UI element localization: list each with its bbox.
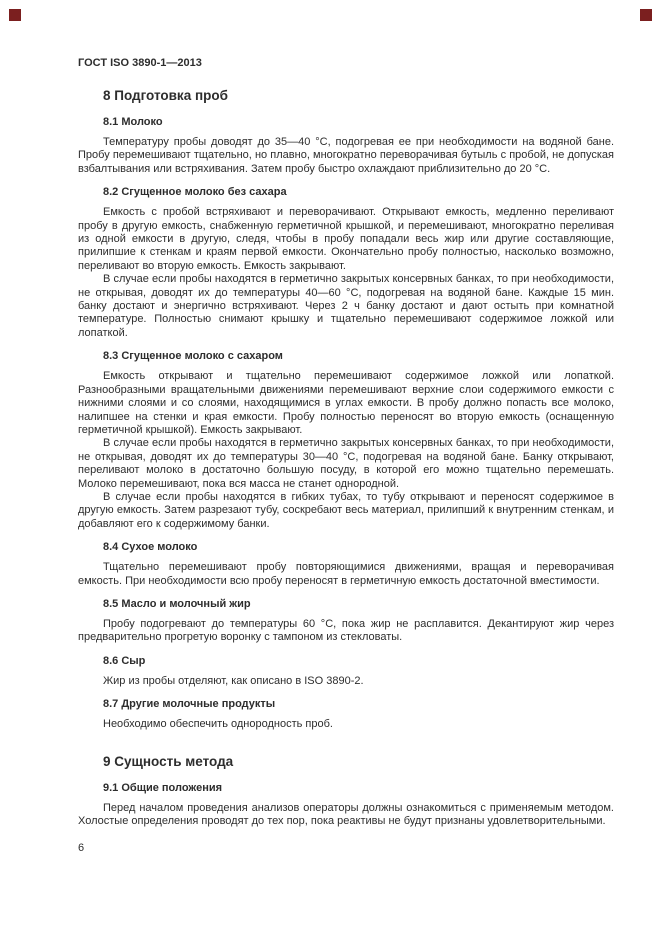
section-9: [78, 754, 614, 829]
subsection-8-7-title: 8.7 Другие молочные продукты: [103, 698, 276, 711]
paragraph: Пробу подогревают до температуры 60 °C, пока жир не расплавится. Декантируют жир через предварительно прогретую воронку с тампоном из стекловаты.: [78, 617, 614, 644]
subsection-8-3-title: 8.3 Сгущенное молоко с сахаром: [103, 350, 283, 363]
paragraph: Тщательно перемешивают пробу повторяющимися движениями, вращая и переворачивая емкость. При необходимости всю пробу переносят в герметичную емкость достаточной вместимости.: [78, 561, 614, 587]
subsection-8-4-title: 8.4 Сухое молоко: [103, 541, 198, 554]
paragraph: Перед началом проведения анализов операторы должны ознакомиться с применяемым методом. Холостые определения проводят до тех пор, пока реактивы не будут признаны удовлетворительными.: [78, 801, 614, 827]
paragraph: В случае если пробы находятся в герметично закрытых консервных банках, то при необходимости, не открывая, доводят их до температуры 30—40 °C, подогревая на водяной бане. Банку открывают, переливают молоко в достаточно большую посуду, в которой его можно тщательно перемешать. Молоко перемешивают, пока вся масса не станет однородной.: [78, 437, 614, 490]
paragraph: В случае если пробы находятся в герметично закрытых консервных банках, то при необходимости, не открывая, доводят их до температуры 40—60 °C, подогревая на водяной бане. Каждые 15 мин. банку достают и энергично встряхивают. Через 2 ч банку достают и дают остыть при комнатной температуре. Полностью снимают крышку и тщательно перемешивают содержимое ложкой или лопаткой.: [78, 273, 614, 339]
subsection-8-6-title: 8.6 Сыр: [103, 654, 146, 667]
subsection-8-5-title: 8.5 Масло и молочный жир: [103, 597, 251, 610]
paragraph: Жир из пробы отделяют, как описано в ISO 3890-2.: [103, 674, 364, 687]
paragraph: Емкость открывают и тщательно перемешивают содержимое ложкой или лопаткой. Разнообразными вращательными движениями перемешивают верхние слои содержимого емкости с нижними слоями и со слоями, находящимися в углах емкости. В пробу должно попасть все молоко, налипшее на стенки и края емкости. Пробу полностью переносят во вторую емкость (оснащенную герметичной крышкой). Емкость закрывают.: [78, 370, 614, 436]
paragraph: Необходимо обеспечить однородность проб.: [103, 718, 333, 731]
subsection-8-1-title: 8.1 Молоко: [103, 116, 163, 128]
page-content: [78, 57, 614, 828]
document-header: ГОСТ ISO 3890-1—2013: [78, 57, 202, 69]
corner-watermark-right: [640, 9, 652, 21]
paragraph: В случае если пробы находятся в гибких тубах, то тубу открывают и переносят содержимое в другую емкость. Затем разрезают тубу, соскребают весь материал, прилипший к внутренним стенкам, и добавляют его к содержимому банки.: [78, 490, 614, 530]
page-number: 6: [78, 842, 85, 854]
section-8-title: 8 Подготовка проб: [103, 88, 228, 103]
paragraph: Емкость с пробой встряхивают и переворачивают. Открывают емкость, медленно переливают пробу в другую емкость, снабженную герметичной крышкой, и перемешивают, многократно переливая из одной емкости в другую, следя, чтобы в пробу попадали весь жир или другие составляющие, прилипшие к стенкам и краям первой емкости. Окончательно пробу полностью, насколько возможно, переливают во вторую емкость. Емкость закрывают.: [78, 206, 614, 272]
subsection-9-1-title: 9.1 Общие положения: [103, 781, 223, 794]
subsection-8-2-title: 8.2 Сгущенное молоко без сахара: [103, 186, 287, 199]
paragraph: Температуру пробы доводят до 35—40 °C, подогревая ее при необходимости на водяной бане. Пробу перемешивают тщательно, но плавно, многократно переворачивая бутыль с пробой, не допуская взбалтывания или встряхивания. Затем пробу быстро охлаждают приблизительно до 20 °C.: [78, 136, 614, 175]
section-9-title: 9 Сущность метода: [103, 753, 234, 769]
section-8: [78, 88, 614, 732]
corner-watermark-left: [9, 9, 21, 21]
